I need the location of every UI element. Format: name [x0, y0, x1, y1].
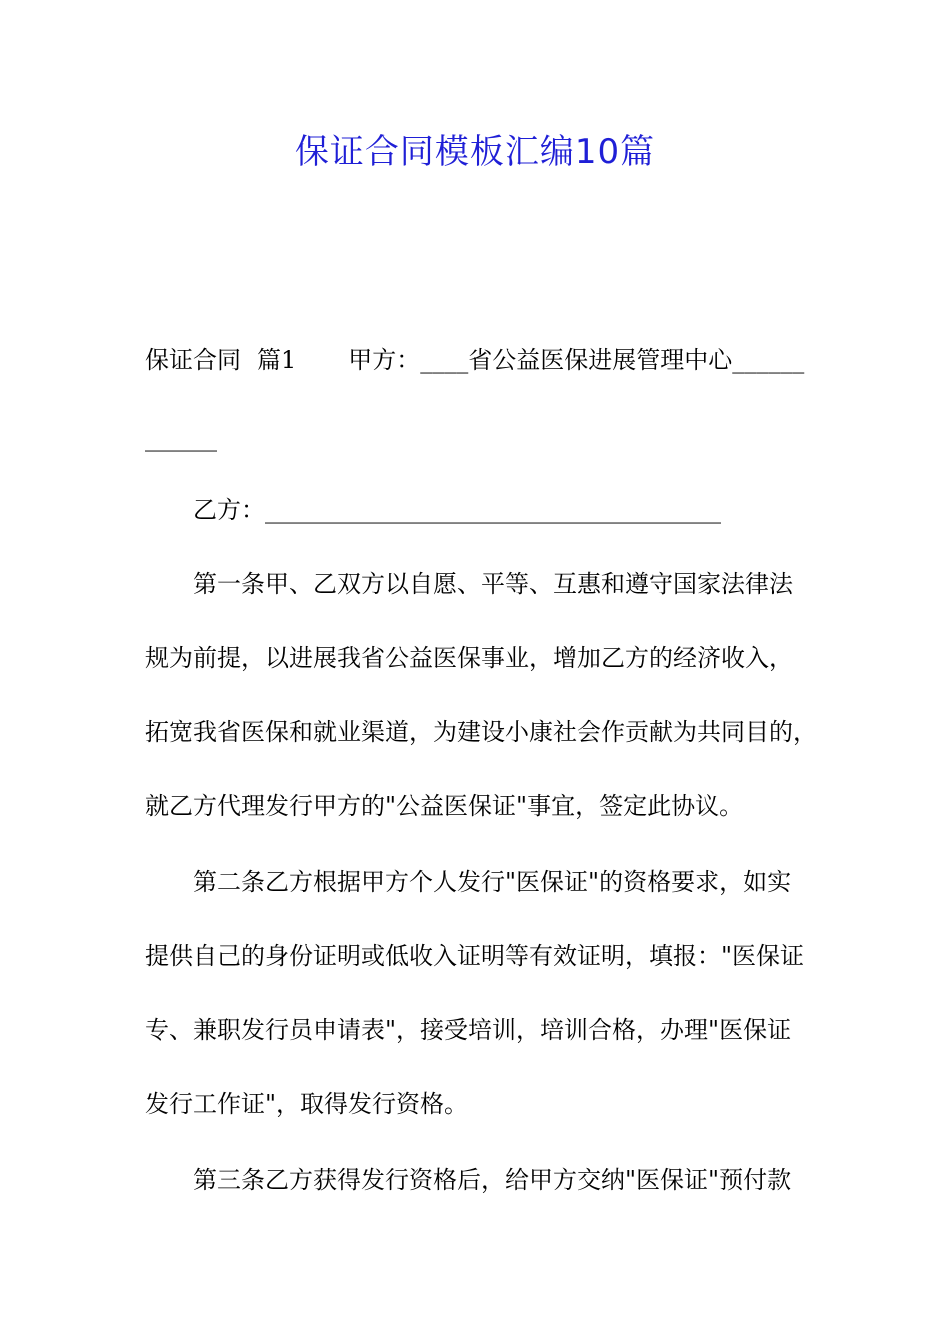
document-title: 保证合同模板汇编10篇 [294, 132, 656, 172]
article-2-line-1: 第二条乙方根据甲方个人发行"医保证"的资格要求，如实 [193, 868, 792, 896]
party-a-continuation: ______ [145, 424, 217, 452]
section-number: 篇1 [257, 346, 297, 374]
article-2-line-4: 发行工作证"，取得发行资格。 [145, 1090, 469, 1118]
article-3-line-1: 第三条乙方获得发行资格后，给甲方交纳"医保证"预付款 [193, 1166, 792, 1194]
article-1-line-3: 拓宽我省医保和就业渠道，为建设小康社会作贡献为共同目的， [145, 718, 817, 746]
contract-heading: 保证合同 [145, 346, 241, 374]
article-1-line-4: 就乙方代理发行甲方的"公益医保证"事宜，签定此协议。 [145, 792, 744, 820]
party-a-line: 甲方：____省公益医保进展管理中心______ [348, 346, 805, 374]
contract-header-line [145, 342, 835, 378]
article-1-line-2: 规为前提，以进展我省公益医保事业，增加乙方的经济收入， [145, 644, 793, 672]
article-2-line-2: 提供自己的身份证明或低收入证明等有效证明，填报："医保证 [145, 942, 805, 970]
article-1-line-1: 第一条甲、乙双方以自愿、平等、互惠和遵守国家法律法 [193, 570, 793, 598]
article-2-line-3: 专、兼职发行员申请表"，接受培训，培训合格，办理"医保证 [145, 1016, 792, 1044]
party-b-line: 乙方：______________________________________ [193, 496, 721, 524]
